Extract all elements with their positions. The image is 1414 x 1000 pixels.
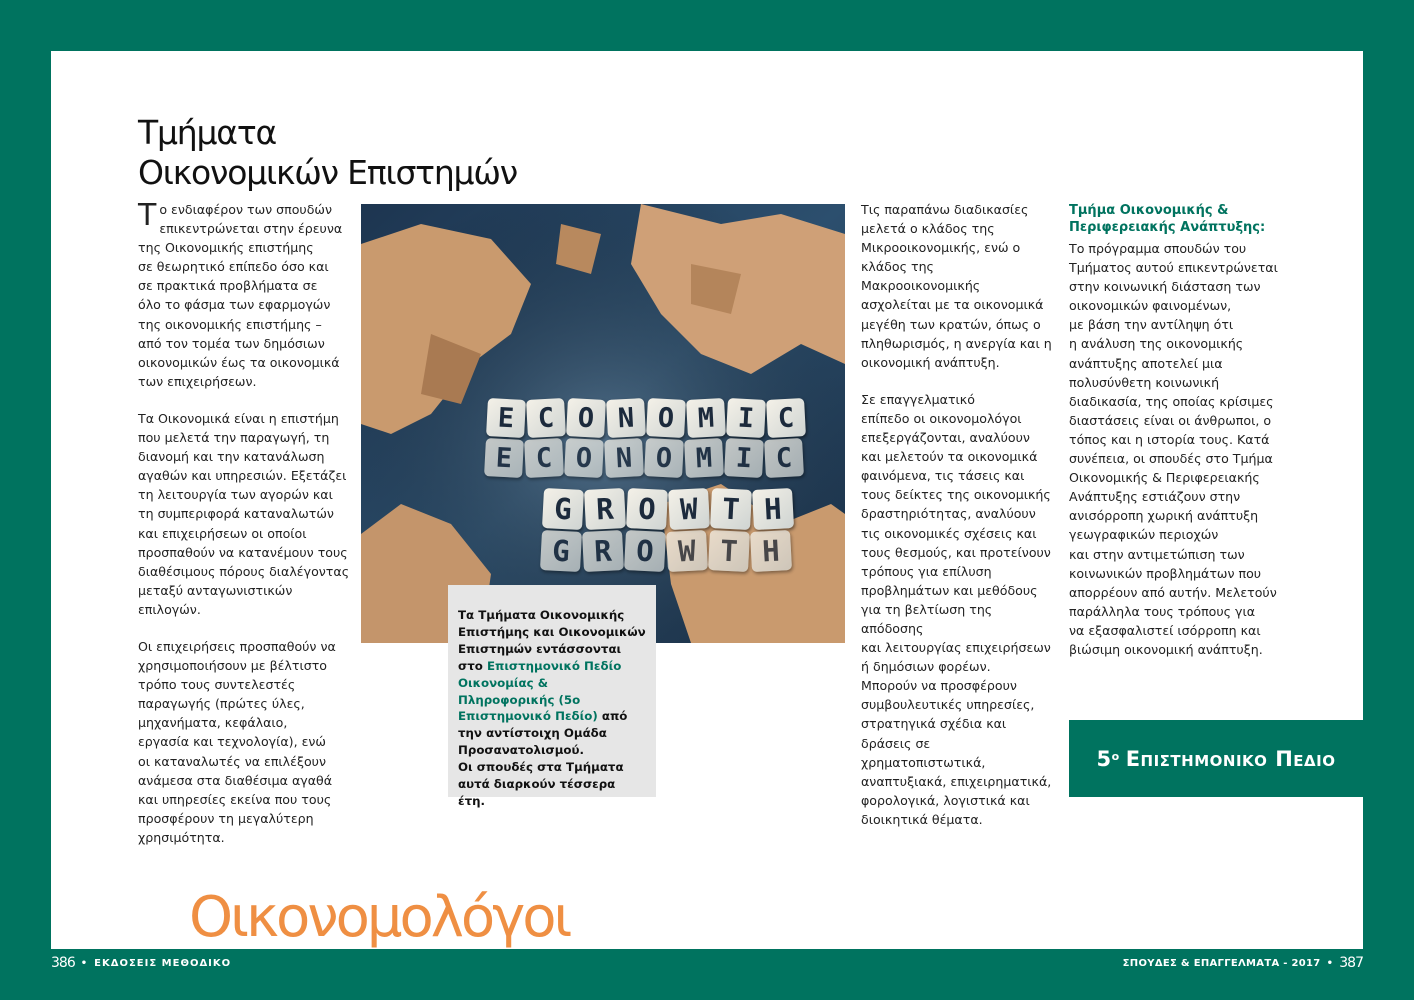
letter-cube: H [752, 488, 794, 530]
letter-cube: M [686, 398, 726, 438]
footer-right [1123, 955, 1363, 971]
info-highlight: Επιστημονικό Πεδίο Οικονομίας & Πληροφορικής (5ο Επιστημονικό Πεδίο) [458, 658, 622, 724]
info-text-1: Τα Τμήματα Οικονομικής Επιστήμης και Οικονομικών Επιστημών εντάσσονται στο [458, 608, 646, 673]
profession-title: Οικονομολόγοι [189, 885, 570, 949]
cube-row-economic-shadow [485, 439, 805, 477]
letter-cube: W [666, 530, 708, 572]
letter-cube: O [624, 530, 666, 572]
field-number: 5 [1096, 746, 1112, 771]
paragraph: Το πρόγραμμα σπουδών του Τμήματος αυτού επικεντρώνεται στην κοινωνική διάσταση των οικονομικών φαινομένων, με βάση την αντίληψη ότι η ανάλυση της οικονομικής ανάπτυξης αποτελεί μια πολυσύνθετη κοινωνική διαδικασία, της οποίας κρίσιμες διαστάσεις είναι οι άνθρωποι, ο τόπος και η ιστορία τους. Κατά συνέπεια, οι σπουδές στο Τμήμα Οικονομικής & Περιφερειακής Ανάπτυξης εστιάζουν στην ανισόρροπη χωρική ανάπτυξη γεωγραφικών περιοχών και στην αντιμετώπιση των κοινωνικών προβλημάτων που απορρέουν από αυτήν. Μελετούν παράλληλα τους τρόπους για να εξασφαλιστεί ισόρροπη και βιώσιμη οικονομική ανάπτυξη. [1069, 241, 1278, 657]
letter-cube: E [484, 438, 524, 478]
paragraph: Οι επιχειρήσεις προσπαθούν να χρησιμοποιήσουν με βέλτιστο τρόπο τους συντελεστές παραγωγής (πρώτες ύλες, μηχανήματα, κεφάλαιο, εργασία και τεχνολογία), ενώ οι καταναλωτές να επιλέξουν ανάμεσα στα διαθέσιμα αγαθά και υπηρεσίες εκείνα που τους προσφέρουν τη μεγαλύτερη χρησιμότητα. [138, 638, 336, 845]
info-box [448, 585, 656, 808]
footer-bullet: • [80, 957, 89, 969]
letter-cube: T [708, 530, 750, 572]
page-number-left: 386 [51, 955, 75, 971]
paragraph: Σε επαγγελματικό επίπεδο οι οικονομολόγοι επεξεργάζονται, αναλύουν και μελετούν τα οικονομικά φαινόμενα, τις τάσεις και τους δείκτες της οικονομικής δραστηριότητας, αναλύουν τις οικονομικές σχέσεις και τους θεσμούς, και προτείνουν τρόπους για επίλυση προβλημάτων και μεθόδους για τη βελτίωση της απόδοσης και λειτουργίας επιχειρήσεων ή δημόσιων φορέων. Μπορούν να προσφέρουν συμβουλευτικές υπηρεσίες, στρατηγικά σχέδια και δράσεις σε χρηματοπιστωτικά, αναπτυξιακά, επιχειρηματικά, φορολογικά, λογιστικά και διοικητικά θέματα. [861, 391, 1052, 827]
page-title [138, 113, 638, 193]
paragraph: Τις παραπάνω διαδικασίες μελετά ο κλάδος της Μικροοικονομικής, ενώ ο κλάδος της Μακροοικονομικής ασχολείται με τα οικονομικά μεγέθη των κρατών, όπως ο πληθωρισμός, η ανεργία και η οικονομική ανάπτυξη. [861, 202, 1052, 370]
letter-cube: N [604, 438, 644, 478]
info-text-3: από την αντίστοιχη Ομάδα Προσανατολισμού. [458, 709, 628, 758]
letter-cube: I [724, 438, 764, 478]
scientific-field-banner [1069, 720, 1363, 797]
letter-cube: O [564, 438, 604, 478]
info-text-4: Οι σπουδές στα Τμήματα αυτά διαρκούν τέσσερα έτη. [458, 760, 624, 808]
letter-cube: C [766, 398, 806, 438]
text-column-4 [1069, 202, 1279, 677]
letter-cube: M [684, 438, 724, 478]
letter-cube: G [540, 530, 582, 572]
text-column-1 [138, 200, 354, 865]
letter-cube: H [750, 530, 792, 572]
letter-cube: G [542, 488, 584, 530]
text-column-3 [861, 200, 1056, 847]
paragraph: Τα Οικονομικά είναι η επιστήμη που μελετά την παραγωγή, τη διανομή και την κατανάλωση αγαθών και υπηρεσιών. Εξετάζει τη λειτουργία των αγορών και τη συμπεριφορά καταναλωτών και επιχειρήσεων οι οποίοι προσπαθούν να κατανέμουν τους διαθέσιμους πόρους διαλέγοντας μεταξύ ανταγωνιστικών επιλογών. [138, 410, 350, 617]
cube-row-growth-shadow [541, 531, 805, 571]
cubes-overlay [481, 399, 805, 571]
field-number-sup: ο [1111, 750, 1120, 763]
letter-cube: R [584, 488, 626, 530]
page-number-right: 387 [1339, 955, 1363, 971]
letter-cube: C [524, 438, 564, 478]
title-line-1: Τμήματα [138, 113, 277, 152]
drop-cap: Τ [138, 198, 157, 233]
letter-cube: R [582, 530, 624, 572]
department-heading: Τμήμα Οικονομικής & Περιφερειακής Ανάπτυξης: [1069, 203, 1266, 235]
title-line-2: Οικονομικών Επιστημών [138, 153, 518, 192]
economic-growth-photo [361, 204, 845, 643]
paragraph-text: ο ενδιαφέρον των σπουδών επικεντρώνεται στην έρευνα της Οικονομικής επιστήμης σε θεωρητικό επίπεδο όσο και σε πρακτικά προβλήματα σε όλο το φάσμα των εφαρμογών της οικονομικής επιστήμης – από τον τομέα των δημόσιων οικονομικών έως τα οικονομικά των επιχειρήσεων. [138, 202, 343, 389]
magazine-page [51, 51, 1363, 949]
letter-cube: O [626, 488, 668, 530]
letter-cube: C [526, 398, 566, 438]
cube-row-economic [487, 399, 805, 437]
publication-title: ΣΠΟΥΔΕΣ & ΕΠΑΓΓΕΛΜΑΤΑ - 2017 [1122, 957, 1321, 969]
letter-cube: I [726, 398, 766, 438]
letter-cube: O [646, 398, 686, 438]
footer-bullet: • [1326, 957, 1334, 969]
cube-row-growth [543, 489, 805, 529]
paragraph [138, 200, 354, 391]
letter-cube: E [486, 398, 526, 438]
letter-cube: W [668, 488, 710, 530]
letter-cube: T [710, 488, 752, 530]
letter-cube: O [644, 438, 684, 478]
publisher-name: ΕΚΔΟΣΕΙΣ ΜΕΘΟΔΙΚΟ [94, 957, 232, 969]
letter-cube: C [764, 438, 804, 478]
footer-left [51, 955, 231, 971]
letter-cube: N [606, 398, 646, 438]
field-label: Επιστημονικο Πεδιο [1125, 746, 1336, 771]
letter-cube: O [566, 398, 606, 438]
